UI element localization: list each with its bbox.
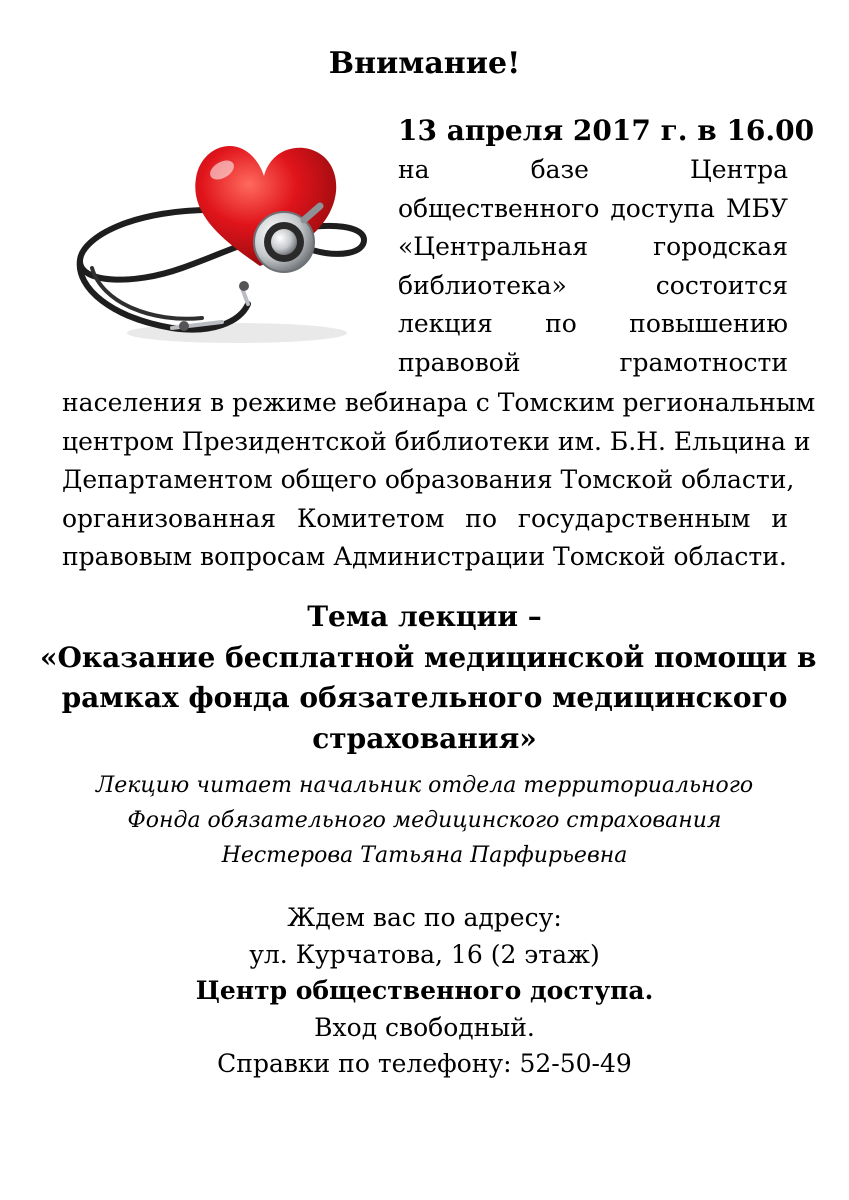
lecturer-line: Лекцию читает начальник отдела территориального	[95, 773, 754, 798]
lecturer-info	[40, 768, 809, 873]
contact-invite: Ждем вас по адресу:	[287, 903, 562, 932]
announcement-line: населения в режиме вебинара с Томским региональным	[62, 388, 816, 417]
contact-entry: Вход свободный.	[314, 1012, 535, 1042]
lecture-topic	[40, 597, 817, 759]
announcement-line: правовым вопросам Администрации Томской области.	[62, 542, 787, 571]
chestpiece-inner	[271, 229, 297, 255]
ear-tip-2	[239, 281, 249, 291]
topic-line: рамках фонда обязательного медицинского	[61, 681, 788, 714]
announcement-line: правовой грамотности	[398, 347, 788, 377]
heart-stethoscope-illustration	[72, 118, 372, 348]
lecturer-line: Нестерова Татьяна Парфирьевна	[221, 843, 628, 868]
announcement-line: организованная Комитетом по государственным и	[62, 503, 788, 533]
contact-address: ул. Курчатова, 16 (2 этаж)	[249, 939, 600, 969]
topic-line: страхования»	[312, 721, 537, 755]
announcement-line: центром Президентской библиотеки им. Б.Н. Ельцина и	[62, 426, 811, 456]
lecturer-line: Фонда обязательного медицинского страхования	[127, 808, 722, 833]
page-title: Внимание!	[328, 46, 521, 81]
contact-phone: Справки по телефону: 52-50-49	[217, 1049, 632, 1078]
announcement-line: Департаментом общего образования Томской области,	[62, 465, 795, 494]
announcement-right-column	[398, 112, 815, 382]
announcement-line: библиотека» состоится	[398, 270, 788, 300]
announcement-line: на базе Центра	[398, 155, 788, 184]
contact-info	[40, 900, 809, 1083]
announcement-body	[62, 384, 816, 577]
topic-line: «Оказание бесплатной медицинской помощи в	[40, 640, 817, 674]
event-date-time: 13 апреля 2017 г. в 16.00	[398, 114, 815, 147]
announcement-line: общественного доступа МБУ	[398, 193, 788, 223]
announcement-line: лекция по повышению	[398, 309, 788, 338]
contact-place: Центр общественного доступа.	[195, 976, 654, 1005]
ear-tip-1	[179, 321, 189, 331]
announcement-line: «Центральная городская	[398, 232, 788, 261]
topic-line: Тема лекции –	[307, 600, 542, 633]
